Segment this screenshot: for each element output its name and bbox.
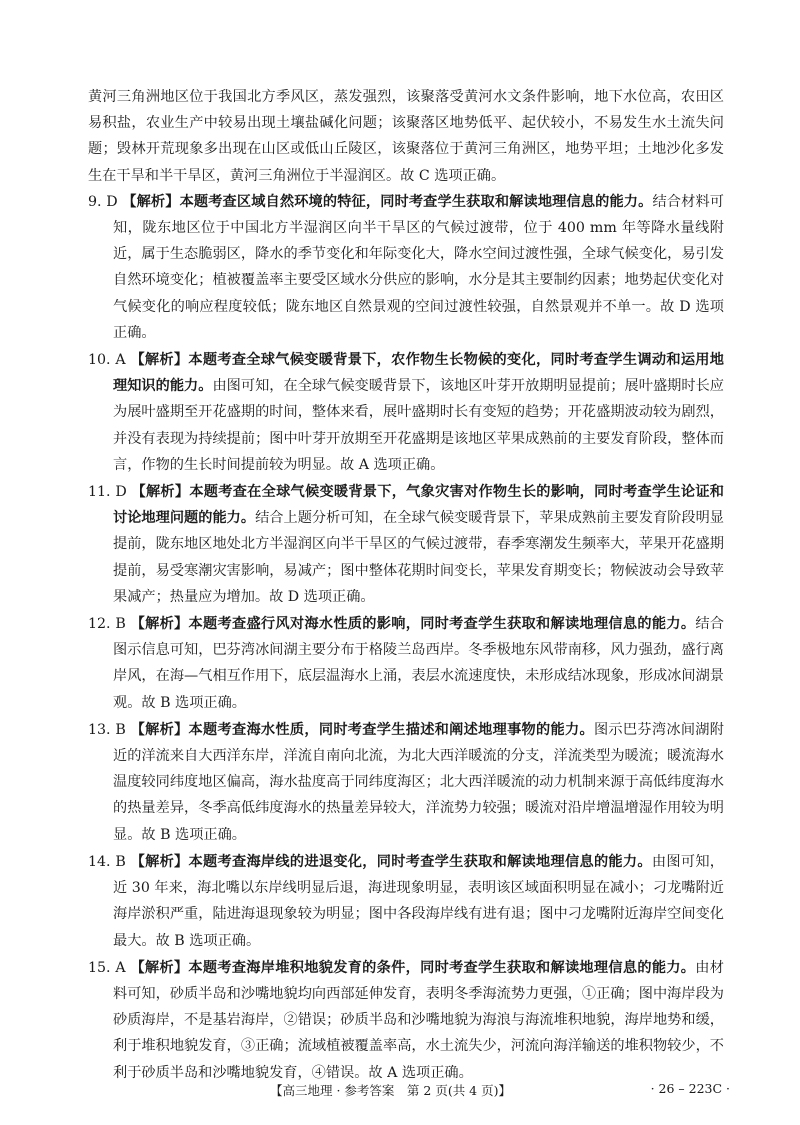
analysis-lead: 本题考查海水性质，同时考查学生描述和阐述地理事物的能力。 xyxy=(188,721,594,738)
analysis-body: 由图可知，在全球气候变暖背景下，该地区叶芽开放期明显提前；展叶盛期时长应为展叶盛期至开花盛期的时间，整体来看，展叶盛期时长有变短的趋势；开花盛期波动较为剧烈，并没有表现为持续提前；图中叶芽开放期至开花盛期是该地区苹果成熟前的主要发育阶段，整体而言，作物的生长时间提前较为明显。故 A 选项正确。 xyxy=(113,378,724,473)
intro-paragraph: 黄河三角洲地区位于我国北方季风区，蒸发强烈，该聚落受黄河水文条件影响，地下水位高，农田区易积盐，农业生产中较易出现土壤盐碱化问题；该聚落区地势低平、起伏较小，不易发生水土流失问题；毁林开荒现象多出现在山区或低山丘陵区，该聚落位于黄河三角洲区，地势平坦；土地沙化多发生在干旱和半干旱区，黄河三角洲位于半湿润区。故 C 选项正确。 xyxy=(88,89,724,184)
answer-number: 14. B xyxy=(88,853,126,870)
answer-number: 10. A xyxy=(88,352,126,369)
analysis-tag: 【解析】 xyxy=(131,484,190,501)
analysis-body: 图示巴芬湾冰间湖附近的洋流来自大西洋东岸，洋流自南向北流，为北大西洋暖流的分支，洋流类型为暖流；暖流海水温度较同纬度地区偏高，海水盐度高于同纬度海区；北大西洋暖流的动力机制来源于高低纬度海水的热量差异，冬季高低纬度海水的热量差异较大，洋流势力较强；暖流对沿岸增温增湿作用较为明显。故 B 选项正确。 xyxy=(113,721,724,843)
analysis-lead: 本题考查区域自然环境的特征，同时考查学生获取和解读地理信息的能力。 xyxy=(179,193,653,210)
answer-number: 9. D xyxy=(88,193,118,210)
answer-item xyxy=(88,347,724,478)
answer-number: 13. B xyxy=(88,721,126,738)
analysis-body: 结合图示信息可知，巴芬湾冰间湖主要分布于格陵兰岛西岸。冬季极地东风带南移，风力强劲，盛行离岸风，在海—气相互作用下，底层温海水上涌，表层水流速度快，未形成结冰现象，形成冰间湖景观。故 B 选项正确。 xyxy=(113,616,724,711)
analysis-lead: 本题考查盛行风对海水性质的影响，同时考查学生获取和解读地理信息的能力。 xyxy=(188,616,696,633)
answer-number: 15. A xyxy=(88,959,126,976)
page-footer xyxy=(0,1081,800,1103)
analysis-lead: 本题考查全球气候变暖背景下，农作物生长物候的变化，同时考查学生调动和运用地理知识的能力。 xyxy=(113,352,724,395)
analysis-tag: 【解析】 xyxy=(130,853,189,870)
analysis-lead: 本题考查海岸堆积地貌发育的条件，同时考查学生获取和解读地理信息的能力。 xyxy=(188,959,696,976)
footer-code: · 26 – 223C · xyxy=(650,1081,730,1096)
answer-item xyxy=(88,717,724,848)
analysis-body: 由图可知，近 30 年来，海北嘴以东岸线明显后退，海进现象明显，表明该区域面积明显在减小；刁龙嘴附近海岸淤积严重，陆进海退现象较为明显；图中各段海岸线有进有退；图中刁龙嘴附近海岸空间变化最大。故 B 选项正确。 xyxy=(113,853,724,949)
analysis-body: 结合材料可知，陇东地区位于中国北方半湿润区向半干旱区的气候过渡带，位于 400 mm 年等降水量线附近，属于生态脆弱区，降水的季节变化和年际变化大，降水空间过渡性强，全球气候变化，易引发自然环境变化；植被覆盖率主要受区域水分供应的影响，水分是其主要制约因素；地势起伏变化对气候变化的响应程度较低；陇东地区自然景观的空间过渡性较强，自然景观并不单一。故 D 选项正确。 xyxy=(113,193,724,341)
analysis-tag: 【解析】 xyxy=(122,193,180,210)
analysis-tag: 【解析】 xyxy=(130,616,189,633)
answer-item xyxy=(88,189,724,346)
answer-item xyxy=(88,479,724,610)
analysis-body: 结合上题分析可知，在全球气候变暖背景下，苹果成熟前主要发育阶段明显提前，陇东地区地处北方半湿润区向半干旱区的气候过渡带，春季寒潮发生频率大，苹果开花盛期提前，易受寒潮灾害影响，易减产；图中整体花期时间变长，苹果发育期变长；物候波动会导致苹果减产；热量应为增加。故 D 选项正确。 xyxy=(113,510,724,605)
analysis-lead: 本题考查在全球气候变暖背景下，气象灾害对作物生长的影响，同时考查学生论证和讨论地理问题的能力。 xyxy=(113,484,724,527)
footer-title: 【高三地理 · 参考答案 第 2 页(共 4 页)】 xyxy=(270,1083,511,1098)
analysis-body: 由材料可知，砂质半岛和沙嘴地貌均向西部延伸发育，表明冬季海流势力更强，①正确；图中海岸段为砂质海岸，不是基岩海岸，②错误；砂质半岛和沙嘴地貌为海浪与海流堆积地貌，海岸地势和缓，利于堆积地貌发育，③正确；流域植被覆盖率高，水土流失少，河流向海洋输送的堆积物较少，不利于砂质半岛和沙嘴地貌发育，④错误。故 A 选项正确。 xyxy=(113,959,724,1081)
answer-item xyxy=(88,611,724,716)
analysis-tag: 【解析】 xyxy=(130,352,189,369)
analysis-lead: 本题考查海岸线的进退变化，同时考查学生获取和解读地理信息的能力。 xyxy=(188,853,652,870)
analysis-tag: 【解析】 xyxy=(130,721,189,738)
analysis-tag: 【解析】 xyxy=(130,959,189,976)
answer-number: 12. B xyxy=(88,616,126,633)
answer-item xyxy=(88,849,724,954)
answer-number: 11. D xyxy=(88,484,127,501)
answer-page xyxy=(88,84,724,1087)
answer-list xyxy=(88,189,724,1086)
answer-item xyxy=(88,955,724,1086)
